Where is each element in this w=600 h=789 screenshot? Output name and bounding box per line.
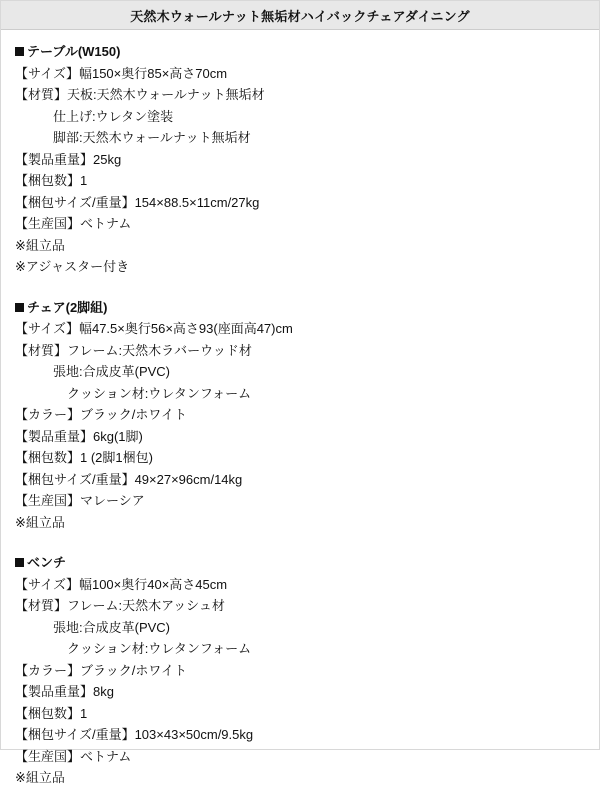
spec-line: 【材質】フレーム:天然木アッシュ材: [15, 598, 225, 613]
spec-line: 張地:合成皮革(PVC): [53, 364, 171, 379]
spec-line: 【梱包数】1 (2脚1梱包): [15, 450, 153, 465]
spec-line: 脚部:天然木ウォールナット無垢材: [53, 130, 251, 145]
bullet-square-icon: [15, 558, 24, 567]
spec-content: [1, 30, 599, 789]
section-spacer: [15, 533, 585, 552]
spec-section: [15, 552, 585, 789]
section-heading-label: チェア(2脚組): [27, 299, 108, 315]
spec-line: 【製品重量】8kg: [15, 684, 114, 699]
spec-line: 【サイズ】幅150×奥行85×高さ70cm: [15, 65, 228, 81]
section-heading-label: ベンチ: [27, 555, 67, 570]
spec-line: 【サイズ】幅100×奥行40×高さ45cm: [15, 576, 228, 592]
bullet-square-icon: [15, 47, 24, 56]
spec-line: 【サイズ】幅47.5×奥行56×高さ93(座面高47)cm: [15, 321, 293, 336]
spec-line: 【生産国】ベトナム: [15, 748, 132, 764]
spec-line: ※組立品: [15, 770, 65, 785]
spec-line: 【生産国】マレーシア: [15, 493, 145, 508]
spec-line: 張地:合成皮革(PVC): [53, 619, 171, 635]
spec-line: ※組立品: [15, 237, 65, 253]
page-title: 天然木ウォールナット無垢材ハイバックチェアダイニング: [130, 8, 470, 24]
spec-line: ※組立品: [15, 514, 65, 530]
spec-line: ※アジャスター付き: [15, 259, 130, 274]
spec-line: 【製品重量】25kg: [15, 151, 122, 167]
spec-line: 【製品重量】6kg(1脚): [15, 428, 143, 444]
spec-line: 【梱包サイズ/重量】103×43×50cm/9.5kg: [15, 727, 254, 742]
spec-line: 【梱包数】1: [15, 705, 88, 721]
spec-line: 【カラー】ブラック/ホワイト: [15, 662, 187, 678]
spec-line: 【材質】天板:天然木ウォールナット無垢材: [15, 87, 265, 102]
spec-sections: [15, 41, 585, 789]
section-heading: [15, 41, 585, 63]
bullet-square-icon: [15, 303, 24, 312]
page-title-bar: [1, 1, 599, 30]
section-spacer: [15, 278, 585, 297]
spec-line: 【生産国】ベトナム: [15, 216, 132, 231]
spec-line: 【カラー】ブラック/ホワイト: [15, 407, 187, 422]
spec-line: 【材質】フレーム:天然木ラバーウッド材: [15, 342, 252, 358]
section-heading: [15, 297, 585, 319]
spec-line: 【梱包サイズ/重量】49×27×96cm/14kg: [15, 471, 243, 487]
spec-section: [15, 41, 585, 278]
spec-line: 仕上げ:ウレタン塗装: [53, 108, 174, 124]
spec-section: [15, 297, 585, 534]
spec-line: クッション材:ウレタンフォーム: [67, 385, 252, 401]
spec-line: 【梱包サイズ/重量】154×88.5×11cm/27kg: [15, 194, 260, 210]
spec-line: クッション材:ウレタンフォーム: [67, 641, 252, 656]
spec-line: 【梱包数】1: [15, 173, 88, 188]
section-heading: [15, 552, 585, 574]
section-heading-label: テーブル(W150): [27, 44, 121, 59]
